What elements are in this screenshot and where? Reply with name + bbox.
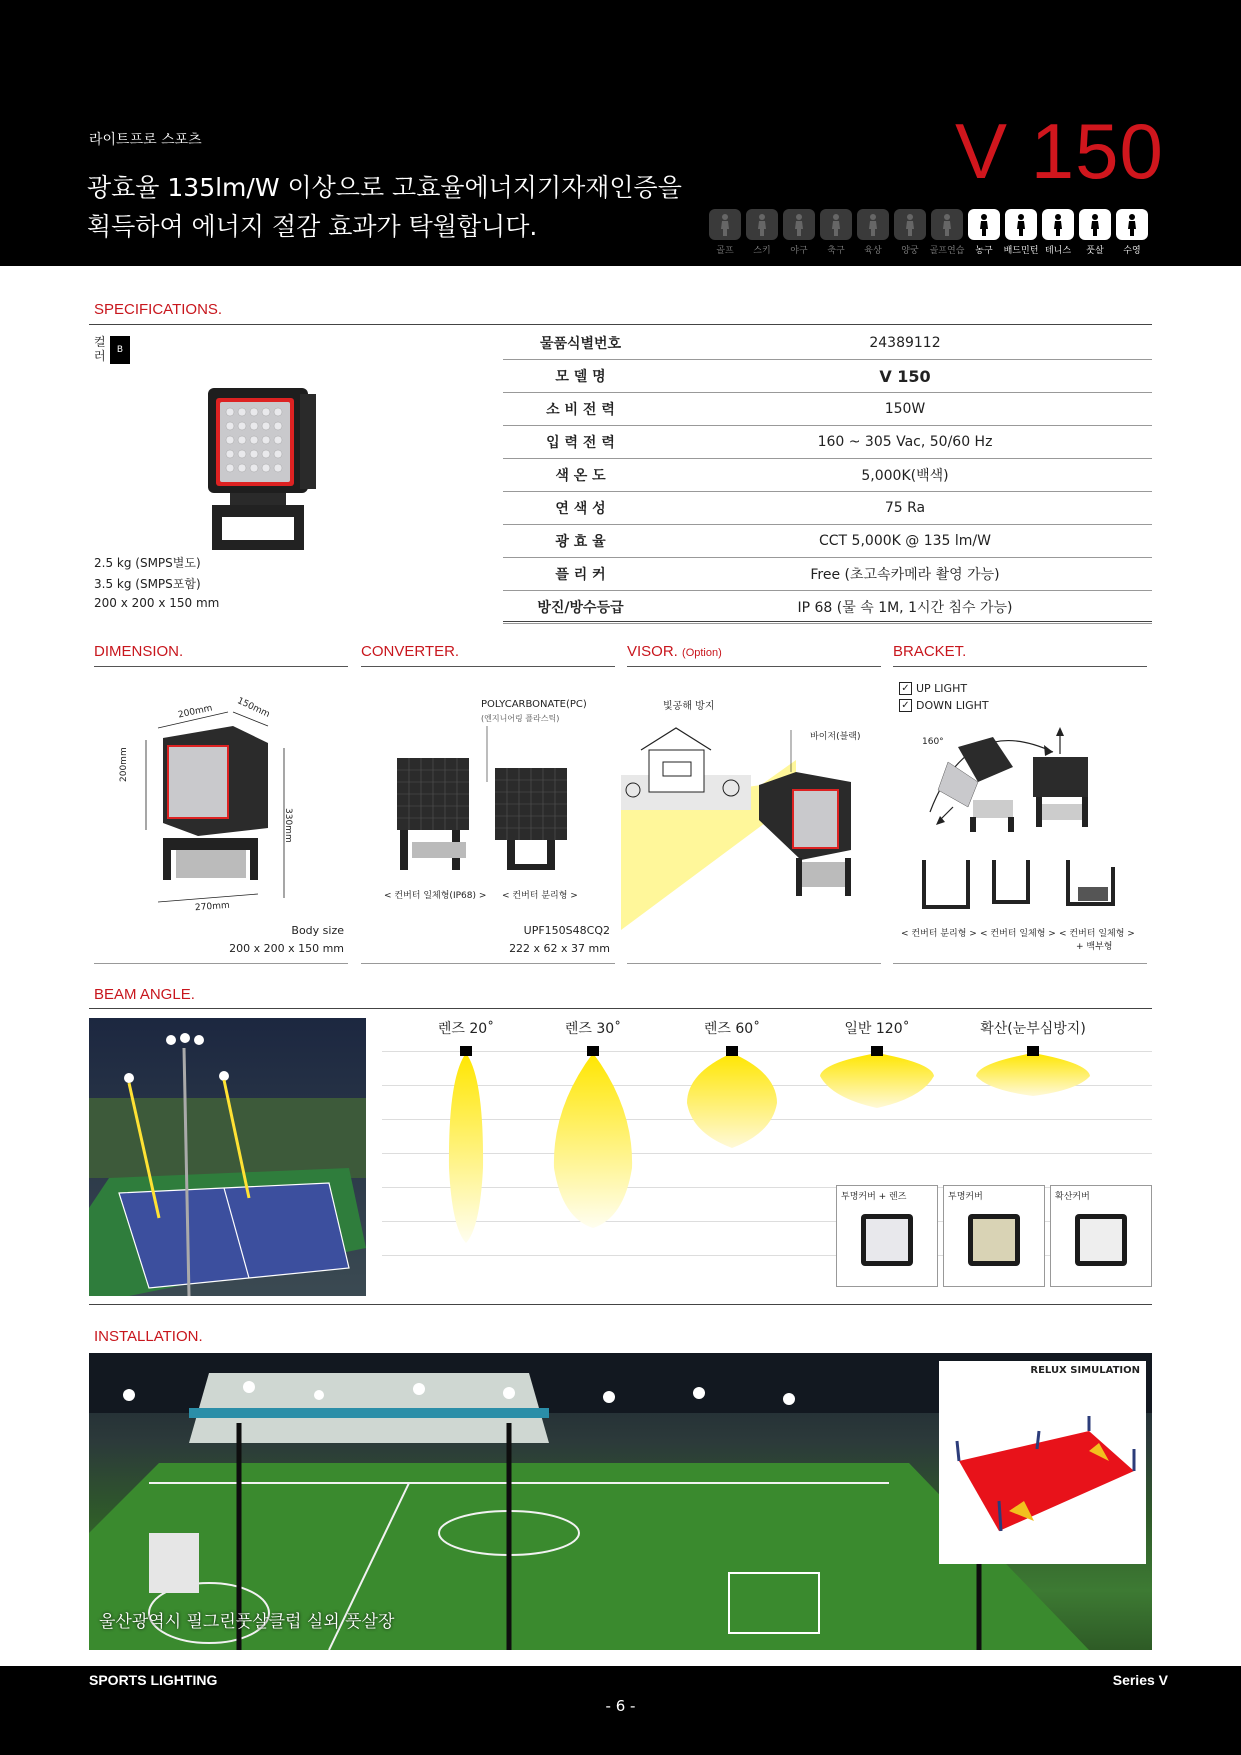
bracket-caption-3: < 컨버터 일체형 > [1059, 929, 1135, 939]
golf-icon [709, 209, 741, 240]
sport-1 [745, 209, 779, 256]
beam-title: BEAM ANGLE. [94, 986, 195, 1003]
relux-simulation-label: RELUX SIMULATION [1030, 1365, 1140, 1376]
spec-row [503, 426, 1152, 459]
sport-label: 야구 [790, 246, 808, 256]
sport-6 [930, 209, 964, 256]
sport-label: 수영 [1123, 246, 1141, 256]
product-image [190, 380, 330, 555]
bracket-drawing [918, 712, 1128, 912]
beam-label: 렌즈 20˚ [437, 1021, 495, 1037]
color-badge: B [110, 336, 130, 364]
up-light-label: UP LIGHT [916, 682, 968, 695]
converter-rule [361, 666, 615, 667]
visor-bottom-rule [627, 963, 881, 964]
installation-caption: 울산광역시 필그린풋살클럽 실외 풋살장 [99, 1612, 395, 1632]
visor-rule [627, 666, 881, 667]
dimension-title: DIMENSION. [94, 643, 184, 660]
spec-row [503, 525, 1152, 558]
footer-right: Series V [1112, 1672, 1168, 1688]
dim-150: 150mm [235, 696, 272, 720]
relux-heatmap [939, 1381, 1146, 1561]
brand-name: 라이트프로 스포츠 [89, 132, 202, 148]
spec-key: 연 색 성 [503, 492, 658, 525]
spec-row [503, 492, 1152, 525]
beam-30 [554, 1053, 632, 1228]
bracket-bottom-rule [893, 963, 1147, 964]
installation-photo [89, 1353, 1152, 1650]
check-icon: ✓ [899, 699, 912, 712]
visor-label-2: 바이저(블랙) [810, 732, 861, 742]
sport-3 [819, 209, 853, 256]
cover-image [968, 1214, 1020, 1266]
beam-label: 렌즈 30˚ [564, 1021, 622, 1037]
archery-icon [894, 209, 926, 240]
dim-200-width: 200mm [177, 703, 214, 721]
beam-rule [89, 1008, 1152, 1009]
spec-row [503, 327, 1152, 360]
color-label: 컬러 [94, 335, 106, 363]
bracket-rule [893, 666, 1147, 667]
track-icon [857, 209, 889, 240]
dim-270: 270mm [194, 900, 231, 914]
basketball-icon [968, 209, 1000, 240]
dimension-drawing [128, 698, 298, 918]
ski-icon [746, 209, 778, 240]
spec-key: 방진/방수등급 [503, 591, 658, 624]
sport-label: 골프연습 [929, 246, 965, 256]
cover-label: 확산커버 [1055, 1192, 1090, 1202]
cover-image [1075, 1214, 1127, 1266]
dim-200-height: 200mm [119, 747, 129, 782]
sport-label: 테니스 [1044, 246, 1072, 256]
bracket-angle: 160° [922, 737, 944, 747]
spec-key: 모 델 명 [503, 360, 658, 393]
spec-key: 입 력 전 력 [503, 426, 658, 459]
sport-label: 양궁 [901, 246, 919, 256]
beam-label: 렌즈 60˚ [703, 1021, 761, 1037]
spec-row [503, 459, 1152, 492]
beam-20 [449, 1053, 483, 1243]
sport-2 [782, 209, 816, 256]
spec-value: 5,000K(백색) [658, 459, 1152, 492]
visor-option: (Option) [682, 647, 722, 659]
converter-material: POLYCARBONATE(PC) [481, 699, 587, 710]
specs-title: SPECIFICATIONS. [94, 301, 223, 318]
beam-label: 확산(눈부심방지) [980, 1021, 1086, 1037]
body-size: 200 x 200 x 150 mm [94, 596, 220, 610]
spec-key: 소 비 전 력 [503, 393, 658, 426]
sport-icons [708, 209, 1149, 256]
weight-2: 3.5 kg (SMPS포함) [94, 577, 201, 591]
headline-line-1: 광효율 135lm/W 이상으로 고효율에너지기자재인증을 [87, 173, 682, 202]
weight-1: 2.5 kg (SMPS별도) [94, 556, 201, 570]
visor-title [627, 643, 722, 660]
check-icon: ✓ [899, 682, 912, 695]
beam-label: 일반 120˚ [844, 1021, 910, 1037]
headline [87, 168, 682, 246]
up-light-option [899, 682, 967, 695]
cover-image [861, 1214, 913, 1266]
page-number: - 6 - [605, 1697, 636, 1715]
cover-option [1050, 1185, 1152, 1287]
spec-value: V 150 [658, 360, 1152, 393]
visor-drawing [621, 690, 883, 930]
spec-row [503, 591, 1152, 624]
headline-line-2: 획득하여 에너지 절감 효과가 탁월합니다. [87, 212, 538, 241]
converter-material-sub: (엔지니어링 플라스틱) [481, 714, 560, 723]
converter-drawing [392, 724, 592, 884]
bracket-caption-1: < 컨버터 분리형 > [901, 929, 977, 939]
spec-value: 75 Ra [658, 492, 1152, 525]
down-light-label: DOWN LIGHT [916, 699, 989, 712]
sport-10 [1078, 209, 1112, 256]
cover-option [943, 1185, 1045, 1287]
specs-rule [89, 324, 1152, 325]
relux-simulation [939, 1361, 1146, 1564]
beam-bottom-rule [89, 1304, 1152, 1305]
footer-left: SPORTS LIGHTING [89, 1672, 218, 1688]
sport-8 [1004, 209, 1038, 256]
tennis-court-photo [89, 1018, 366, 1296]
badminton-icon [1005, 209, 1037, 240]
spec-value: 150W [658, 393, 1152, 426]
converter-model: UPF150S48CQ2 [523, 924, 610, 937]
installation-title: INSTALLATION. [94, 1328, 203, 1345]
sport-label: 골프 [716, 246, 734, 256]
spec-table-bottom-rule [503, 621, 1152, 622]
body-size-label: Body size [291, 924, 344, 937]
spec-value: CCT 5,000K @ 135 lm/W [658, 525, 1152, 558]
sport-11 [1115, 209, 1149, 256]
beam-120 [820, 1053, 934, 1108]
sport-label: 풋살 [1086, 246, 1104, 256]
futsal-icon [1079, 209, 1111, 240]
tennis-icon [1042, 209, 1074, 240]
spec-table [503, 327, 1152, 624]
spec-key: 색 온 도 [503, 459, 658, 492]
body-size-value: 200 x 200 x 150 mm [229, 942, 344, 955]
sport-label: 축구 [827, 246, 845, 256]
sport-7 [967, 209, 1001, 256]
converter-caption-2: < 컨버터 분리형 > [502, 891, 578, 901]
golf-practice-icon [931, 209, 963, 240]
sport-0 [708, 209, 742, 256]
cover-label: 투명커버 + 렌즈 [841, 1192, 907, 1202]
beam-diffuse [976, 1053, 1090, 1096]
spec-row [503, 393, 1152, 426]
spec-row [503, 558, 1152, 591]
spec-key: 물품식별번호 [503, 327, 658, 360]
spec-value: Free (초고속카메라 촬영 가능) [658, 558, 1152, 591]
bracket-caption-2: < 컨버터 일체형 > [980, 929, 1056, 939]
converter-bottom-rule [361, 963, 615, 964]
sport-5 [893, 209, 927, 256]
sport-label: 스키 [753, 246, 771, 256]
soccer-icon [820, 209, 852, 240]
cover-options [836, 1185, 1152, 1287]
spec-key: 광 효 율 [503, 525, 658, 558]
spec-value: 160 ~ 305 Vac, 50/60 Hz [658, 426, 1152, 459]
beam-60 [687, 1053, 777, 1148]
swimming-icon [1116, 209, 1148, 240]
model-title: V 150 [955, 107, 1164, 195]
dimension-rule [94, 666, 348, 667]
dim-330: 330mm [283, 808, 293, 843]
visor-title-text: VISOR. [627, 643, 678, 660]
bracket-title: BRACKET. [893, 643, 967, 660]
visor-label-1: 빛공해 방지 [663, 701, 715, 712]
spec-row [503, 360, 1152, 393]
sport-label: 배드민턴 [1003, 246, 1039, 256]
sport-label: 육상 [864, 246, 882, 256]
dimension-bottom-rule [94, 963, 348, 964]
spec-value: 24389112 [658, 327, 1152, 360]
sport-9 [1041, 209, 1075, 256]
down-light-option [899, 699, 989, 712]
converter-title: CONVERTER. [361, 643, 460, 660]
spec-value: IP 68 (물 속 1M, 1시간 침수 가능) [658, 591, 1152, 624]
sport-4 [856, 209, 890, 256]
converter-size: 222 x 62 x 37 mm [509, 942, 610, 955]
baseball-icon [783, 209, 815, 240]
spec-key: 플 리 커 [503, 558, 658, 591]
converter-caption-1: < 컨버터 일체형(IP68) > [384, 891, 487, 901]
cover-option [836, 1185, 938, 1287]
cover-label: 투명커버 [948, 1192, 983, 1202]
bracket-caption-3b: + 백부형 [1076, 942, 1113, 952]
sport-label: 농구 [975, 246, 993, 256]
